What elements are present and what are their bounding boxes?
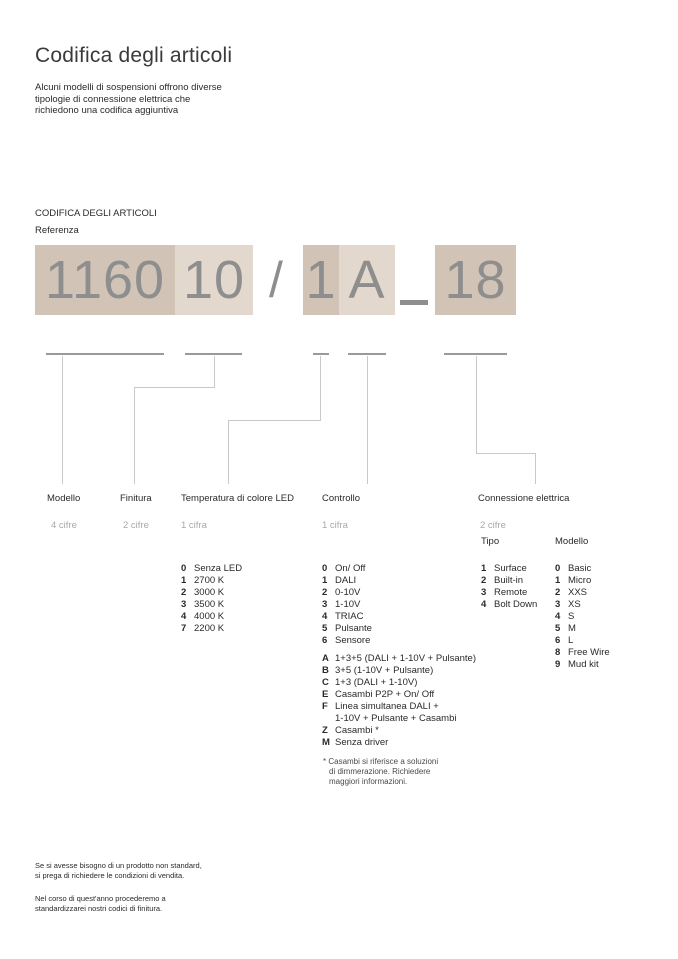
list-item: 0 Basic — [555, 563, 592, 574]
list-item: 1-10V + Pulsante + Casambi — [335, 713, 457, 724]
list-item: 1 Surface — [481, 563, 527, 574]
list-item: 2 0-10V — [322, 587, 361, 598]
count-temperatura: 1 cifra — [181, 520, 207, 531]
list-item: M Senza driver — [322, 737, 389, 748]
list-item: 2 XXS — [555, 587, 588, 598]
code-block-finitura: 10 — [175, 245, 253, 315]
list-item: 4 Bolt Down — [481, 599, 538, 610]
underline-temperatura — [313, 353, 329, 355]
list-item: 1 Micro — [555, 575, 592, 586]
list-item: F Linea simultanea DALI + — [322, 701, 439, 712]
section-subtitle: Referenza — [35, 225, 79, 236]
connector-temperatura-c — [228, 420, 229, 484]
connector-finitura-a — [214, 356, 215, 388]
list-item: 5 Pulsante — [322, 623, 372, 634]
subheader-tipo: Tipo — [481, 536, 500, 547]
list-item: 9 Mud kit — [555, 659, 599, 670]
list-item: 0 On/ Off — [322, 563, 366, 574]
list-item: Z Casambi * — [322, 725, 379, 736]
list-item: 2 Built-in — [481, 575, 524, 586]
list-item: 2 3000 K — [181, 587, 225, 598]
footer-note-nonstandard: Se si avesse bisogno di un prodotto non standard, si prega di richiedere le condizioni di vendita. — [35, 861, 202, 880]
list-item: 4 S — [555, 611, 575, 622]
list-item: 3 1-10V — [322, 599, 361, 610]
footer-note-finiture: Nel corso di quest'anno procederemo a standardizzarei nostri codici di finitura. — [35, 894, 166, 913]
list-connessione-modello — [555, 563, 610, 671]
connector-finitura-b — [134, 387, 215, 388]
underline-controllo — [348, 353, 386, 355]
list-item: B 3+5 (1-10V + Pulsante) — [322, 665, 434, 676]
count-modello: 4 cifre — [51, 520, 77, 531]
count-connessione: 2 cifre — [480, 520, 506, 531]
page-title: Codifica degli articoli — [35, 44, 233, 67]
list-item: 6 Sensore — [322, 635, 371, 646]
list-item: 8 Free Wire — [555, 647, 610, 658]
connector-temperatura-a — [320, 356, 321, 421]
list-item: 1 2700 K — [181, 575, 225, 586]
list-item: 1 DALI — [322, 575, 357, 586]
count-controllo: 1 cifra — [322, 520, 348, 531]
code-block-controllo: A — [339, 245, 395, 315]
connector-controllo — [367, 356, 368, 484]
header-connessione: Connessione elettrica — [478, 493, 570, 504]
header-controllo: Controllo — [322, 493, 361, 504]
list-item: 5 M — [555, 623, 576, 634]
list-controllo-combinations — [322, 653, 476, 749]
casambi-note: * Casambi si riferisce a soluzioni di dimmerazione. Richiedere maggiori informazioni. — [323, 757, 439, 786]
list-connessione-tipo — [481, 563, 537, 611]
list-controllo — [322, 563, 372, 647]
code-block-temperatura: 1 — [303, 245, 339, 315]
underline-modello — [46, 353, 164, 355]
header-finitura: Finitura — [120, 493, 152, 504]
section-title: CODIFICA DEGLI ARTICOLI — [35, 208, 157, 219]
code-block-connessione: 18 — [435, 245, 516, 315]
list-item: 3 XS — [555, 599, 581, 610]
subheader-modello: Modello — [555, 536, 589, 547]
header-modello: Modello — [47, 493, 81, 504]
list-item: 3 3500 K — [181, 599, 225, 610]
connector-temperatura-b — [228, 420, 321, 421]
list-item: 4 4000 K — [181, 611, 225, 622]
list-item: 7 2200 K — [181, 623, 225, 634]
list-item: 6 L — [555, 635, 574, 646]
connector-connessione-a — [476, 356, 477, 454]
underline-finitura — [185, 353, 242, 355]
intro-text: Alcuni modelli di sospensioni offrono diverse tipologie di connessione elettrica che richiedono una codifica aggiuntiva — [35, 82, 222, 116]
list-item: C 1+3 (DALI + 1-10V) — [322, 677, 418, 688]
list-item: 4 TRIAC — [322, 611, 364, 622]
list-temperatura — [181, 563, 242, 635]
connector-modello — [62, 356, 63, 484]
header-temperatura: Temperatura di colore LED — [181, 493, 294, 504]
connector-connessione-c — [535, 453, 536, 484]
code-underscore — [400, 300, 428, 305]
list-item: 0 Senza LED — [181, 563, 243, 574]
code-block-modello: 1160 — [35, 245, 175, 315]
list-item: E Casambi P2P + On/ Off — [322, 689, 435, 700]
connector-connessione-b — [476, 453, 536, 454]
underline-connessione — [444, 353, 507, 355]
code-slash: / — [269, 252, 283, 308]
list-item: 3 Remote — [481, 587, 528, 598]
list-item: A 1+3+5 (DALI + 1-10V + Pulsante) — [322, 653, 477, 664]
connector-finitura-c — [134, 387, 135, 484]
count-finitura: 2 cifre — [123, 520, 149, 531]
